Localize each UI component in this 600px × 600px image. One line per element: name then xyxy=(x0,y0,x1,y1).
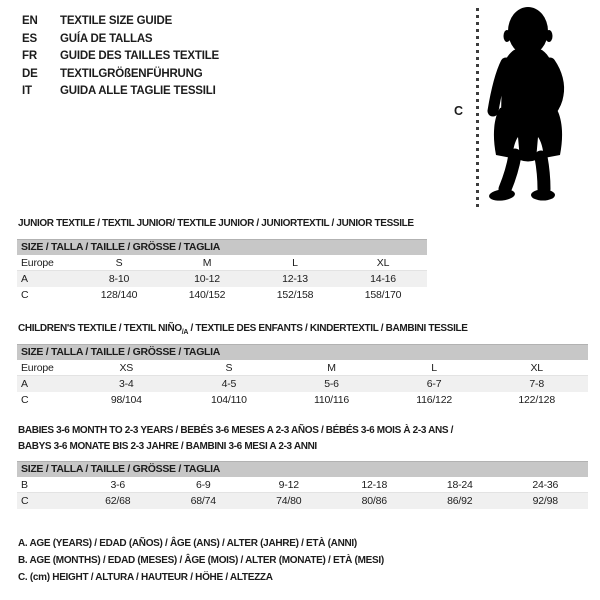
value-cell: 12-18 xyxy=(361,479,388,491)
value-cell: 86/92 xyxy=(447,495,473,507)
row-label: C xyxy=(21,495,29,507)
value-cell: 10-12 xyxy=(194,273,220,285)
value-cell: 116/122 xyxy=(416,394,452,406)
value-cell: 68/74 xyxy=(190,495,216,507)
language-label: TEXTILE SIZE GUIDE xyxy=(60,15,173,27)
value-cell: 80/86 xyxy=(361,495,387,507)
value-cell: 74/80 xyxy=(276,495,302,507)
size-header-bar: SIZE / TALLA / TAILLE / GRÖSSE / TAGLIA xyxy=(17,239,427,255)
table-row-a xyxy=(17,271,427,287)
language-row-fr xyxy=(22,48,219,66)
table-row-europe xyxy=(17,255,427,271)
row-label: Europe xyxy=(21,257,54,269)
value-cell: 9-12 xyxy=(278,479,299,491)
value-cell: 24-36 xyxy=(532,479,559,491)
value-cell: 104/110 xyxy=(211,394,247,406)
value-cell: 6-7 xyxy=(426,378,442,390)
value-cell: 6-9 xyxy=(195,479,211,491)
measurement-legend xyxy=(18,535,384,587)
language-code: FR xyxy=(22,50,37,62)
size-cell: S xyxy=(115,257,123,269)
language-row-it xyxy=(22,83,219,101)
size-cell: M xyxy=(202,257,212,269)
value-cell: 140/152 xyxy=(188,289,226,301)
babies-title-line1: BABIES 3-6 MONTH TO 2-3 YEARS / BEBÉS 3-6 MESES A 2-3 AÑOS / BÉBÉS 3-6 MOIS À 2-3 ANS / xyxy=(18,425,454,436)
table-row-europe xyxy=(17,360,588,376)
size-cell: M xyxy=(327,362,336,374)
height-dotted-line xyxy=(476,8,479,208)
legend-line-c: C. (cm) HEIGHT / ALTURA / HAUTEUR / HÖHE / ALTEZZA xyxy=(18,572,273,584)
size-cell: XS xyxy=(119,362,134,374)
value-cell: 14-16 xyxy=(370,273,396,285)
table-row-c xyxy=(17,392,588,408)
value-cell: 3-6 xyxy=(110,479,126,491)
children-title-subscript: /A xyxy=(181,329,189,336)
value-cell: 110/116 xyxy=(313,394,349,406)
children-size-table xyxy=(17,344,588,408)
language-code: IT xyxy=(22,85,32,97)
value-cell: 92/98 xyxy=(532,495,558,507)
babies-title-line2: BABYS 3-6 MONATE BIS 2-3 JAHRE / BAMBINI 3-6 MESI A 2-3 ANNI xyxy=(18,441,317,452)
children-title-part2: / TEXTILE DES ENFANTS / KINDERTEXTIL / BAMBINI TESSILE xyxy=(188,323,468,334)
value-cell: 158/170 xyxy=(364,289,402,301)
height-measure-label: C xyxy=(454,104,464,118)
language-list xyxy=(22,13,219,101)
size-header-bar: SIZE / TALLA / TAILLE / GRÖSSE / TAGLIA xyxy=(17,461,588,477)
value-cell: 18-24 xyxy=(446,479,473,491)
language-label: GUÍA DE TALLAS xyxy=(60,32,153,45)
language-code: EN xyxy=(22,15,38,27)
value-cell: 3-4 xyxy=(119,378,134,390)
babies-size-table xyxy=(17,461,588,509)
language-row-de xyxy=(22,66,219,84)
legend-line-a: A. AGE (YEARS) / EDAD (AÑOS) / ÂGE (ANS) / ALTER (JAHRE) / ETÀ (ANNI) xyxy=(18,538,357,549)
height-measure-figure xyxy=(440,0,600,215)
value-cell: 12-13 xyxy=(282,273,308,285)
language-code: ES xyxy=(22,32,37,45)
value-cell: 122/128 xyxy=(518,394,555,406)
size-cell: XL xyxy=(530,362,543,374)
legend-line-b: B. AGE (MONTHS) / EDAD (MESES) / ÂGE (MOIS) / ALTER (MONATE) / ETÀ (MESI) xyxy=(18,555,384,567)
language-label: TEXTILGRÖßENFÜHRUNG xyxy=(60,67,203,80)
size-cell: L xyxy=(431,362,437,374)
size-cell: XL xyxy=(376,257,390,269)
children-title-part1: CHILDREN'S TEXTILE / TEXTIL NIÑO xyxy=(18,323,182,334)
row-label: C xyxy=(21,394,29,406)
table-row-c xyxy=(17,493,588,509)
babies-table-title xyxy=(18,423,453,455)
value-cell: 152/158 xyxy=(276,289,314,301)
junior-size-table xyxy=(17,239,427,303)
value-cell: 7-8 xyxy=(529,378,544,390)
size-cell: L xyxy=(292,257,298,269)
value-cell: 4-5 xyxy=(221,378,237,390)
value-cell: 8-10 xyxy=(108,273,130,285)
row-label: A xyxy=(21,273,28,285)
junior-table-title: JUNIOR TEXTILE / TEXTIL JUNIOR/ TEXTILE JUNIOR / JUNIORTEXTIL / JUNIOR TESSILE xyxy=(18,218,414,229)
language-label: GUIDE DES TAILLES TEXTILE xyxy=(60,50,219,62)
value-cell: 128/140 xyxy=(100,289,138,301)
row-label: C xyxy=(21,289,29,301)
size-cell: S xyxy=(225,362,233,374)
table-row-a xyxy=(17,376,588,392)
value-cell: 5-6 xyxy=(324,378,339,390)
value-cell: 98/104 xyxy=(110,394,142,406)
toddler-silhouette xyxy=(487,5,587,205)
row-label: B xyxy=(21,479,28,491)
table-row-c xyxy=(17,287,427,303)
language-code: DE xyxy=(22,67,38,80)
row-label: Europe xyxy=(21,362,54,374)
language-row-en xyxy=(22,13,219,31)
children-table-title xyxy=(18,321,468,341)
size-header-bar: SIZE / TALLA / TAILLE / GRÖSSE / TAGLIA xyxy=(17,344,588,360)
value-cell: 62/68 xyxy=(105,495,131,507)
row-label: A xyxy=(21,378,28,390)
language-label: GUIDA ALLE TAGLIE TESSILI xyxy=(60,85,216,97)
language-row-es xyxy=(22,31,219,49)
table-row-b xyxy=(17,477,588,493)
